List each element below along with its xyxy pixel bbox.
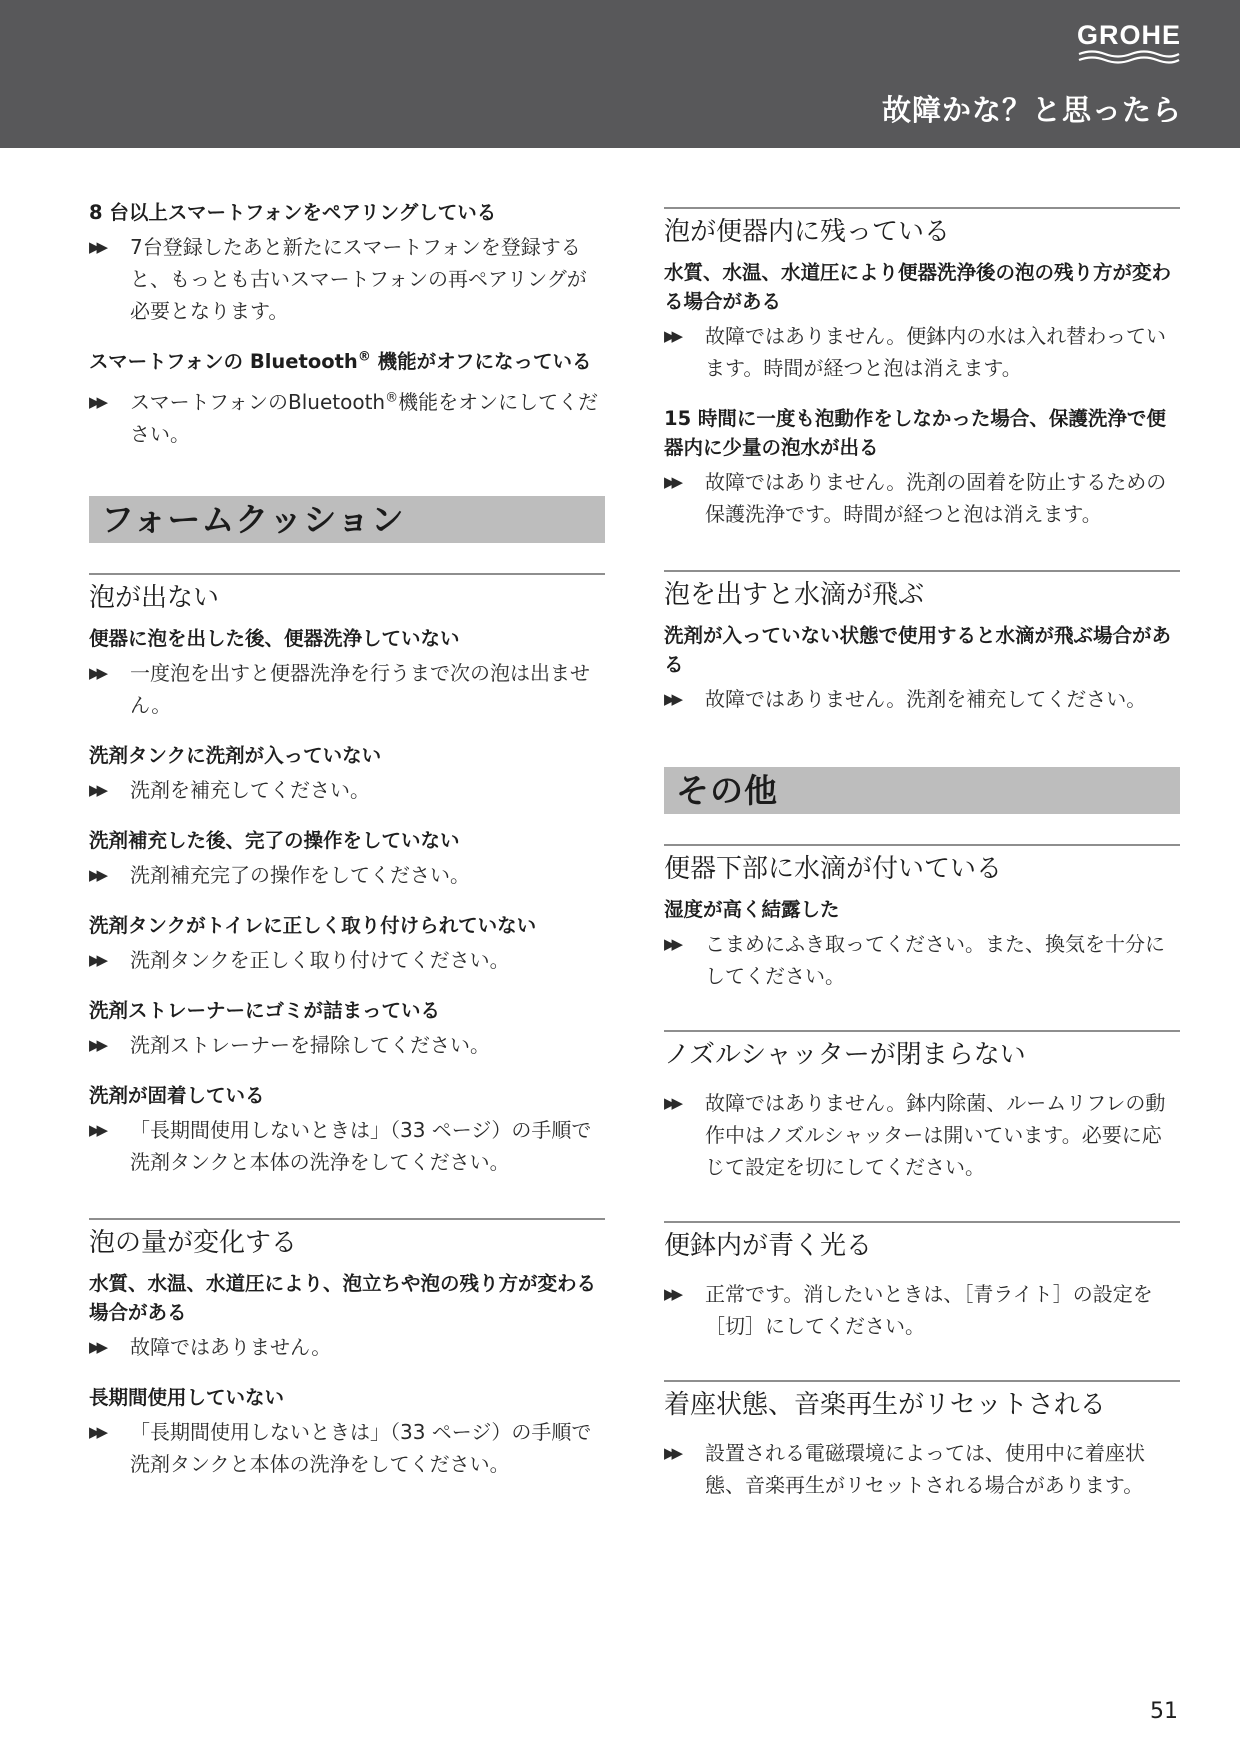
issue-heading: 泡が出ない — [89, 573, 605, 616]
cause-text: 洗剤タンクに洗剤が入っていない — [89, 744, 382, 767]
remedy-item — [89, 1114, 605, 1178]
issue-heading: ノズルシャッターが閉まらない — [664, 1030, 1180, 1073]
double-arrow-icon: ▶▶ — [89, 238, 105, 256]
remedy-item — [89, 386, 605, 450]
remedy-text: 正常です。消したいときは、［青ライト］の設定を［切］にしてください。 — [705, 1282, 1153, 1338]
issue-heading: 泡を出すと水滴が飛ぶ — [664, 570, 1180, 613]
cause-text-part: 機能がオフになっている — [370, 350, 592, 373]
remedy-text: こまめにふき取ってください。また、換気を十分にしてください。 — [705, 932, 1165, 988]
remedy-text: 設置される電磁環境によっては、使用中に着座状態、音楽再生がリセットされる場合があります。 — [705, 1441, 1145, 1497]
cause-text: 水質、水温、水道圧により便器洗浄後の泡の残り方が変わる場合がある — [664, 261, 1172, 313]
remedy-text: 故障ではありません。洗剤の固着を防止するための保護洗浄です。時間が経つと泡は消えます。 — [705, 470, 1167, 526]
remedy-item — [664, 1087, 1180, 1183]
remedy-text: 「長期間使用しないときは」（33 ページ）の手順で洗剤タンクと本体の洗浄をしてください。 — [130, 1118, 592, 1174]
remedy-text-part: スマートフォンのBluetooth — [130, 390, 386, 414]
remedy-text — [130, 386, 605, 450]
remedy-item — [664, 466, 1180, 530]
cause-text: 洗剤が固着している — [89, 1084, 265, 1107]
remedy-item — [664, 928, 1180, 992]
cause-text: 洗剤タンクがトイレに正しく取り付けられていない — [89, 914, 537, 937]
remedy-text: 「長期間使用しないときは」（33 ページ）の手順で洗剤タンクと本体の洗浄をしてください。 — [130, 1420, 592, 1476]
section-heading-foam-cushion: フォームクッション — [89, 496, 605, 543]
issue-heading: 泡が便器内に残っている — [664, 207, 1180, 250]
page-number: 51 — [1150, 1699, 1178, 1724]
remedy-item — [89, 1029, 605, 1061]
double-arrow-icon: ▶▶ — [664, 935, 680, 953]
remedy-text: 一度泡を出すと便器洗浄を行うまで次の泡は出ません。 — [130, 661, 590, 717]
remedy-text: 7台登録したあと新たにスマートフォンを登録すると、もっとも古いスマートフォンの再ペアリングが必要となります。 — [130, 235, 587, 323]
remedy-item — [89, 944, 605, 976]
double-arrow-icon: ▶▶ — [89, 1036, 105, 1054]
double-arrow-icon: ▶▶ — [89, 393, 105, 411]
double-arrow-icon: ▶▶ — [89, 664, 105, 682]
double-arrow-icon: ▶▶ — [89, 781, 105, 799]
double-arrow-icon: ▶▶ — [89, 1423, 105, 1441]
cause-text: 洗剤補充した後、完了の操作をしていない — [89, 829, 460, 852]
remedy-item — [89, 774, 605, 806]
cause-text: 洗剤ストレーナーにゴミが詰まっている — [89, 999, 441, 1022]
cause-text — [89, 347, 605, 376]
remedy-text: 洗剤補充完了の操作をしてください。 — [130, 863, 470, 887]
right-column — [664, 207, 1180, 1501]
cause-text: 水質、水温、水道圧により、泡立ちや泡の残り方が変わる場合がある — [89, 1272, 597, 1324]
remedy-item — [89, 1416, 605, 1480]
remedy-item — [89, 1331, 605, 1363]
double-arrow-icon: ▶▶ — [664, 690, 680, 708]
remedy-text: 洗剤ストレーナーを掃除してください。 — [130, 1033, 490, 1057]
remedy-item — [664, 1278, 1180, 1342]
double-arrow-icon: ▶▶ — [89, 866, 105, 884]
brand-name: GROHE — [1076, 20, 1181, 50]
issue-heading: 便器下部に水滴が付いている — [664, 844, 1180, 887]
issue-heading: 着座状態、音楽再生がリセットされる — [664, 1380, 1180, 1423]
double-arrow-icon: ▶▶ — [89, 951, 105, 969]
remedy-text: 故障ではありません。洗剤を補充してください。 — [705, 687, 1147, 711]
remedy-item — [664, 1437, 1180, 1501]
issue-heading: 便鉢内が青く光る — [664, 1221, 1180, 1264]
remedy-text: 故障ではありません。便鉢内の水は入れ替わっています。時間が経つと泡は消えます。 — [705, 324, 1166, 380]
registered-mark: ® — [385, 390, 399, 406]
section-heading-other: その他 — [664, 767, 1180, 814]
left-column — [89, 198, 605, 1480]
remedy-item — [664, 683, 1180, 715]
cause-text: 洗剤が入っていない状態で使用すると水滴が飛ぶ場合がある — [664, 624, 1172, 676]
page-title: 故障かな？と思ったら — [881, 93, 1182, 127]
double-arrow-icon: ▶▶ — [664, 1094, 680, 1112]
cause-text: 8 台以上スマートフォンをペアリングしている — [89, 201, 497, 224]
page-header — [0, 0, 1240, 148]
double-arrow-icon: ▶▶ — [664, 327, 680, 345]
cause-text: 便器に泡を出した後、便器洗浄していない — [89, 627, 460, 650]
cause-text-part: スマートフォンの Bluetooth — [89, 350, 358, 373]
remedy-text-part: 機能をオンにしてください。 — [130, 390, 599, 446]
cause-text: 15 時間に一度も泡動作をしなかった場合、保護洗浄で便器内に少量の泡水が出る — [664, 407, 1166, 459]
remedy-item — [89, 231, 605, 327]
double-arrow-icon: ▶▶ — [664, 1285, 680, 1303]
cause-text: 湿度が高く結露した — [664, 898, 840, 921]
double-arrow-icon: ▶▶ — [89, 1121, 105, 1139]
remedy-text: 洗剤タンクを正しく取り付けてください。 — [130, 948, 510, 972]
double-arrow-icon: ▶▶ — [664, 473, 680, 491]
remedy-text: 故障ではありません。 — [130, 1335, 332, 1359]
remedy-text: 故障ではありません。鉢内除菌、ルームリフレの動作中はノズルシャッターは開いています。必要に応じて設定を切にしてください。 — [705, 1091, 1166, 1179]
remedy-text: 洗剤を補充してください。 — [130, 778, 370, 802]
remedy-item — [89, 859, 605, 891]
registered-mark: ® — [357, 349, 371, 365]
brand-logo — [1077, 20, 1181, 64]
double-arrow-icon: ▶▶ — [89, 1338, 105, 1356]
remedy-item — [89, 657, 605, 721]
cause-text: 長期間使用していない — [89, 1386, 285, 1409]
double-arrow-icon: ▶▶ — [664, 1444, 680, 1462]
wave-logo-icon — [1077, 50, 1181, 64]
issue-heading: 泡の量が変化する — [89, 1218, 605, 1261]
remedy-item — [664, 320, 1180, 384]
